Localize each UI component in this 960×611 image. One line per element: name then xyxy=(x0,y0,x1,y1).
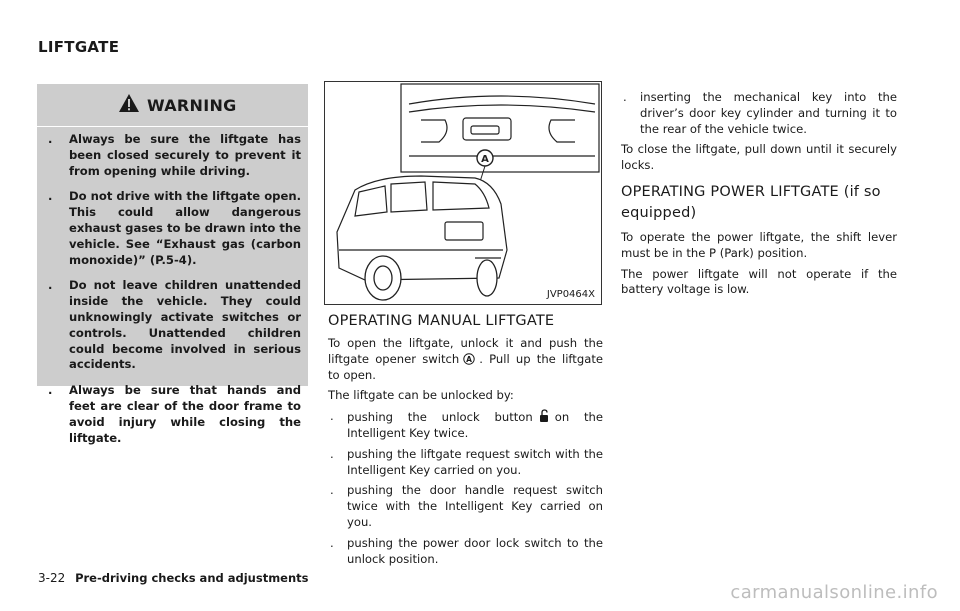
list-item-text-end: on the Intelligent Key twice. xyxy=(347,410,604,440)
list-item-text: pushing the power door lock switch to the unlock position. xyxy=(347,535,603,566)
warning-title: WARNING xyxy=(147,96,237,115)
manual-liftgate-section xyxy=(328,312,603,572)
page-number: 3-22 xyxy=(38,571,66,585)
list-item-text: pushing the unlock button xyxy=(347,410,533,425)
list-item xyxy=(328,447,603,479)
power-para-2: The power liftgate will not operate if the battery voltage is low. xyxy=(621,266,897,297)
list-item-text: pushing the liftgate request switch with the Intelligent Key carried on you. xyxy=(347,446,603,477)
list-item xyxy=(328,536,603,568)
unlock-intro: The liftgate can be unlocked by: xyxy=(328,388,514,403)
page-footer xyxy=(38,571,309,585)
bullet: . xyxy=(48,189,53,204)
close-instructions: To close the liftgate, pull down until it securely locks. xyxy=(621,142,897,173)
unlock-button-icon xyxy=(537,409,551,423)
list-item-text: pushing the door handle request switch twice with the Intelligent Key carried on you. xyxy=(347,483,603,529)
list-item xyxy=(328,483,603,530)
warning-box xyxy=(37,84,308,445)
circle-a-letter: A xyxy=(466,354,473,364)
figure-code: JVP0464X xyxy=(546,289,595,300)
liftgate-figure xyxy=(324,81,602,305)
warning-item-text: Always be sure that hands and feet are clear of the door frame to avoid injury while closing the liftgate. xyxy=(69,383,301,445)
warning-header xyxy=(37,84,308,122)
power-liftgate-heading: OPERATING POWER LIFTGATE (if so equipped) xyxy=(621,183,881,221)
power-para-1: To operate the power liftgate, the shift lever must be in the P (Park) position. xyxy=(621,229,897,260)
warning-item-text: Always be sure the liftgate has been closed securely to prevent it from opening while driving. xyxy=(69,132,301,178)
switch-detail-inset xyxy=(401,84,599,172)
warning-item xyxy=(45,189,301,268)
right-column xyxy=(621,90,897,303)
warning-item xyxy=(45,132,301,179)
bullet: . xyxy=(48,132,53,146)
bullet: . xyxy=(330,483,334,498)
manual-liftgate-heading: OPERATING MANUAL LIFTGATE xyxy=(328,313,555,329)
chapter-title: Pre-driving checks and adjustments xyxy=(75,571,309,585)
list-item-text: inserting the mechanical key into the driver’s door key cylinder and turning it to the rear of the vehicle twice. xyxy=(640,90,897,136)
warning-divider xyxy=(37,126,308,127)
warning-item xyxy=(45,383,301,446)
warning-item xyxy=(45,278,301,373)
bullet: . xyxy=(48,383,53,398)
bullet: . xyxy=(330,446,334,461)
bullet: . xyxy=(330,409,334,424)
warning-item-text: Do not drive with the liftgate open. This could allow dangerous exhaust gases to be drawn into the vehicle. See “Exhaust gas (carbon monoxide)” (P.5-4). xyxy=(69,189,301,267)
warning-item-text: Do not leave children unattended inside the vehicle. They could unknowingly activate switches or controls. Unattended children could become involved in serious accidents. xyxy=(69,278,301,372)
list-item xyxy=(328,409,603,442)
manual-intro xyxy=(328,336,603,383)
bullet: . xyxy=(623,90,627,104)
unlock-methods-list-continued xyxy=(621,90,897,137)
list-item xyxy=(621,90,897,137)
section-title: LIFTGATE xyxy=(38,38,120,56)
unlock-methods-list xyxy=(328,409,603,567)
callout-a-label: A xyxy=(481,154,489,165)
watermark: carmanualsonline.info xyxy=(730,582,938,603)
circle-a-icon xyxy=(463,353,475,365)
suv-illustration xyxy=(325,82,601,304)
bullet: . xyxy=(330,535,334,550)
bullet: . xyxy=(48,278,53,293)
warning-triangle-icon xyxy=(118,93,140,113)
warning-list xyxy=(45,132,301,456)
manual-intro-text: To open the liftgate, unlock it and push the liftgate opener switch xyxy=(328,336,603,366)
manual-intro-text-end: . Pull up the liftgate to open. xyxy=(328,351,603,382)
